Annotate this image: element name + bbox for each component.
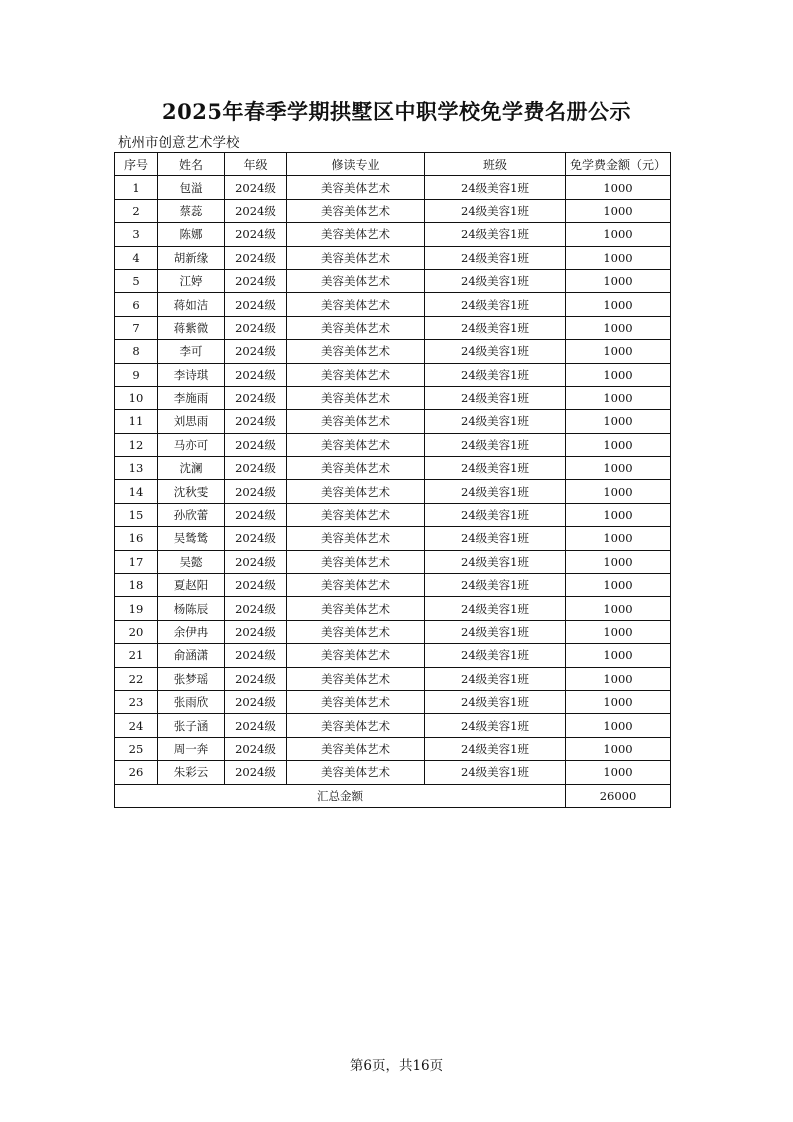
cell-name: 胡新缘	[158, 246, 225, 269]
cell-index: 3	[115, 223, 158, 246]
cell-grade: 2024级	[225, 293, 287, 316]
cell-amount: 1000	[566, 340, 671, 363]
cell-grade: 2024级	[225, 176, 287, 199]
table-row	[115, 363, 671, 386]
cell-name: 蒋如洁	[158, 293, 225, 316]
total-label: 汇总金额	[115, 784, 566, 807]
cell-major: 美容美体艺术	[287, 550, 425, 573]
header-index: 序号	[115, 153, 158, 176]
cell-class: 24级美容1班	[425, 340, 566, 363]
cell-grade: 2024级	[225, 737, 287, 760]
cell-amount: 1000	[566, 386, 671, 409]
table-row	[115, 644, 671, 667]
cell-major: 美容美体艺术	[287, 176, 425, 199]
cell-grade: 2024级	[225, 597, 287, 620]
table-row	[115, 714, 671, 737]
cell-name: 孙欣蕾	[158, 503, 225, 526]
cell-class: 24级美容1班	[425, 714, 566, 737]
cell-class: 24级美容1班	[425, 667, 566, 690]
cell-grade: 2024级	[225, 433, 287, 456]
cell-index: 24	[115, 714, 158, 737]
cell-major: 美容美体艺术	[287, 293, 425, 316]
cell-major: 美容美体艺术	[287, 246, 425, 269]
cell-amount: 1000	[566, 363, 671, 386]
school-name: 杭州市创意艺术学校	[118, 135, 240, 151]
cell-major: 美容美体艺术	[287, 761, 425, 784]
cell-grade: 2024级	[225, 246, 287, 269]
table-row	[115, 761, 671, 784]
cell-major: 美容美体艺术	[287, 503, 425, 526]
cell-major: 美容美体艺术	[287, 363, 425, 386]
cell-index: 25	[115, 737, 158, 760]
cell-major: 美容美体艺术	[287, 620, 425, 643]
cell-class: 24级美容1班	[425, 644, 566, 667]
header-amount: 免学费金额（元）	[566, 153, 671, 176]
cell-index: 15	[115, 503, 158, 526]
table-row	[115, 620, 671, 643]
cell-amount: 1000	[566, 550, 671, 573]
cell-name: 俞涵潇	[158, 644, 225, 667]
fee-exemption-table	[114, 152, 671, 808]
cell-class: 24级美容1班	[425, 410, 566, 433]
cell-index: 23	[115, 690, 158, 713]
document-title: 2025年春季学期拱墅区中职学校免学费名册公示	[162, 99, 631, 124]
cell-name: 张梦瑶	[158, 667, 225, 690]
cell-amount: 1000	[566, 269, 671, 292]
header-major: 修读专业	[287, 153, 425, 176]
cell-class: 24级美容1班	[425, 737, 566, 760]
cell-class: 24级美容1班	[425, 269, 566, 292]
cell-class: 24级美容1班	[425, 293, 566, 316]
cell-major: 美容美体艺术	[287, 433, 425, 456]
cell-grade: 2024级	[225, 223, 287, 246]
cell-name: 张雨欣	[158, 690, 225, 713]
cell-name: 吴鸶鸶	[158, 527, 225, 550]
cell-major: 美容美体艺术	[287, 574, 425, 597]
cell-class: 24级美容1班	[425, 433, 566, 456]
cell-name: 李可	[158, 340, 225, 363]
cell-name: 吴懿	[158, 550, 225, 573]
cell-amount: 1000	[566, 737, 671, 760]
cell-grade: 2024级	[225, 714, 287, 737]
cell-class: 24级美容1班	[425, 761, 566, 784]
cell-grade: 2024级	[225, 690, 287, 713]
table-row	[115, 246, 671, 269]
cell-index: 9	[115, 363, 158, 386]
cell-amount: 1000	[566, 714, 671, 737]
cell-major: 美容美体艺术	[287, 457, 425, 480]
table-row	[115, 199, 671, 222]
cell-class: 24级美容1班	[425, 503, 566, 526]
cell-amount: 1000	[566, 574, 671, 597]
table-row	[115, 480, 671, 503]
cell-amount: 1000	[566, 316, 671, 339]
cell-index: 16	[115, 527, 158, 550]
cell-index: 17	[115, 550, 158, 573]
cell-grade: 2024级	[225, 667, 287, 690]
cell-amount: 1000	[566, 527, 671, 550]
cell-amount: 1000	[566, 246, 671, 269]
cell-name: 蔡蕊	[158, 199, 225, 222]
table-row	[115, 597, 671, 620]
cell-name: 沈澜	[158, 457, 225, 480]
cell-amount: 1000	[566, 480, 671, 503]
cell-grade: 2024级	[225, 316, 287, 339]
cell-major: 美容美体艺术	[287, 527, 425, 550]
cell-major: 美容美体艺术	[287, 223, 425, 246]
cell-index: 12	[115, 433, 158, 456]
cell-class: 24级美容1班	[425, 480, 566, 503]
cell-major: 美容美体艺术	[287, 737, 425, 760]
cell-amount: 1000	[566, 690, 671, 713]
table-row	[115, 433, 671, 456]
table-row	[115, 223, 671, 246]
cell-name: 周一奔	[158, 737, 225, 760]
total-value: 26000	[566, 784, 671, 807]
table-row	[115, 574, 671, 597]
cell-name: 沈秋雯	[158, 480, 225, 503]
cell-amount: 1000	[566, 597, 671, 620]
table-row	[115, 527, 671, 550]
cell-major: 美容美体艺术	[287, 340, 425, 363]
cell-grade: 2024级	[225, 457, 287, 480]
cell-class: 24级美容1班	[425, 199, 566, 222]
cell-name: 包溢	[158, 176, 225, 199]
cell-index: 14	[115, 480, 158, 503]
cell-index: 10	[115, 386, 158, 409]
cell-index: 6	[115, 293, 158, 316]
cell-class: 24级美容1班	[425, 316, 566, 339]
table-header-row	[115, 153, 671, 176]
cell-amount: 1000	[566, 667, 671, 690]
cell-index: 8	[115, 340, 158, 363]
cell-grade: 2024级	[225, 199, 287, 222]
cell-amount: 1000	[566, 176, 671, 199]
cell-grade: 2024级	[225, 410, 287, 433]
cell-index: 21	[115, 644, 158, 667]
cell-major: 美容美体艺术	[287, 667, 425, 690]
cell-grade: 2024级	[225, 480, 287, 503]
cell-grade: 2024级	[225, 340, 287, 363]
cell-index: 5	[115, 269, 158, 292]
table-row	[115, 340, 671, 363]
cell-class: 24级美容1班	[425, 386, 566, 409]
cell-amount: 1000	[566, 761, 671, 784]
table-row	[115, 269, 671, 292]
cell-grade: 2024级	[225, 269, 287, 292]
table-row	[115, 737, 671, 760]
table-row	[115, 386, 671, 409]
header-name: 姓名	[158, 153, 225, 176]
cell-grade: 2024级	[225, 503, 287, 526]
cell-grade: 2024级	[225, 644, 287, 667]
cell-amount: 1000	[566, 293, 671, 316]
cell-name: 李施雨	[158, 386, 225, 409]
cell-class: 24级美容1班	[425, 690, 566, 713]
cell-major: 美容美体艺术	[287, 316, 425, 339]
cell-major: 美容美体艺术	[287, 269, 425, 292]
cell-class: 24级美容1班	[425, 223, 566, 246]
cell-major: 美容美体艺术	[287, 410, 425, 433]
table-row	[115, 690, 671, 713]
cell-grade: 2024级	[225, 574, 287, 597]
cell-index: 22	[115, 667, 158, 690]
cell-index: 1	[115, 176, 158, 199]
table-row	[115, 503, 671, 526]
cell-amount: 1000	[566, 644, 671, 667]
cell-major: 美容美体艺术	[287, 199, 425, 222]
cell-amount: 1000	[566, 199, 671, 222]
cell-amount: 1000	[566, 433, 671, 456]
cell-major: 美容美体艺术	[287, 597, 425, 620]
cell-index: 11	[115, 410, 158, 433]
table-body	[115, 176, 671, 784]
cell-grade: 2024级	[225, 386, 287, 409]
cell-class: 24级美容1班	[425, 597, 566, 620]
cell-name: 陈娜	[158, 223, 225, 246]
cell-grade: 2024级	[225, 363, 287, 386]
cell-name: 李诗琪	[158, 363, 225, 386]
cell-major: 美容美体艺术	[287, 480, 425, 503]
cell-name: 夏赵阳	[158, 574, 225, 597]
cell-amount: 1000	[566, 457, 671, 480]
cell-amount: 1000	[566, 620, 671, 643]
header-grade: 年级	[225, 153, 287, 176]
cell-class: 24级美容1班	[425, 574, 566, 597]
cell-grade: 2024级	[225, 550, 287, 573]
cell-major: 美容美体艺术	[287, 644, 425, 667]
cell-index: 20	[115, 620, 158, 643]
table-row	[115, 410, 671, 433]
cell-grade: 2024级	[225, 761, 287, 784]
cell-major: 美容美体艺术	[287, 714, 425, 737]
cell-class: 24级美容1班	[425, 527, 566, 550]
cell-name: 杨陈辰	[158, 597, 225, 620]
page-footer: 第6页，共16页	[349, 1058, 444, 1074]
cell-class: 24级美容1班	[425, 550, 566, 573]
cell-class: 24级美容1班	[425, 363, 566, 386]
cell-class: 24级美容1班	[425, 246, 566, 269]
cell-index: 2	[115, 199, 158, 222]
total-row	[115, 784, 671, 807]
table-row	[115, 457, 671, 480]
cell-amount: 1000	[566, 503, 671, 526]
table-row	[115, 316, 671, 339]
header-class: 班级	[425, 153, 566, 176]
cell-grade: 2024级	[225, 527, 287, 550]
table-row	[115, 667, 671, 690]
cell-class: 24级美容1班	[425, 176, 566, 199]
table-row	[115, 293, 671, 316]
cell-name: 张子涵	[158, 714, 225, 737]
cell-index: 26	[115, 761, 158, 784]
cell-name: 朱彩云	[158, 761, 225, 784]
cell-index: 18	[115, 574, 158, 597]
cell-class: 24级美容1班	[425, 457, 566, 480]
cell-amount: 1000	[566, 223, 671, 246]
cell-name: 余伊冉	[158, 620, 225, 643]
cell-grade: 2024级	[225, 620, 287, 643]
cell-major: 美容美体艺术	[287, 386, 425, 409]
cell-index: 4	[115, 246, 158, 269]
cell-major: 美容美体艺术	[287, 690, 425, 713]
table-row	[115, 176, 671, 199]
cell-index: 7	[115, 316, 158, 339]
cell-index: 13	[115, 457, 158, 480]
cell-name: 马亦可	[158, 433, 225, 456]
cell-name: 蒋紫微	[158, 316, 225, 339]
cell-amount: 1000	[566, 410, 671, 433]
cell-name: 江婷	[158, 269, 225, 292]
cell-index: 19	[115, 597, 158, 620]
cell-name: 刘思雨	[158, 410, 225, 433]
table-row	[115, 550, 671, 573]
cell-class: 24级美容1班	[425, 620, 566, 643]
